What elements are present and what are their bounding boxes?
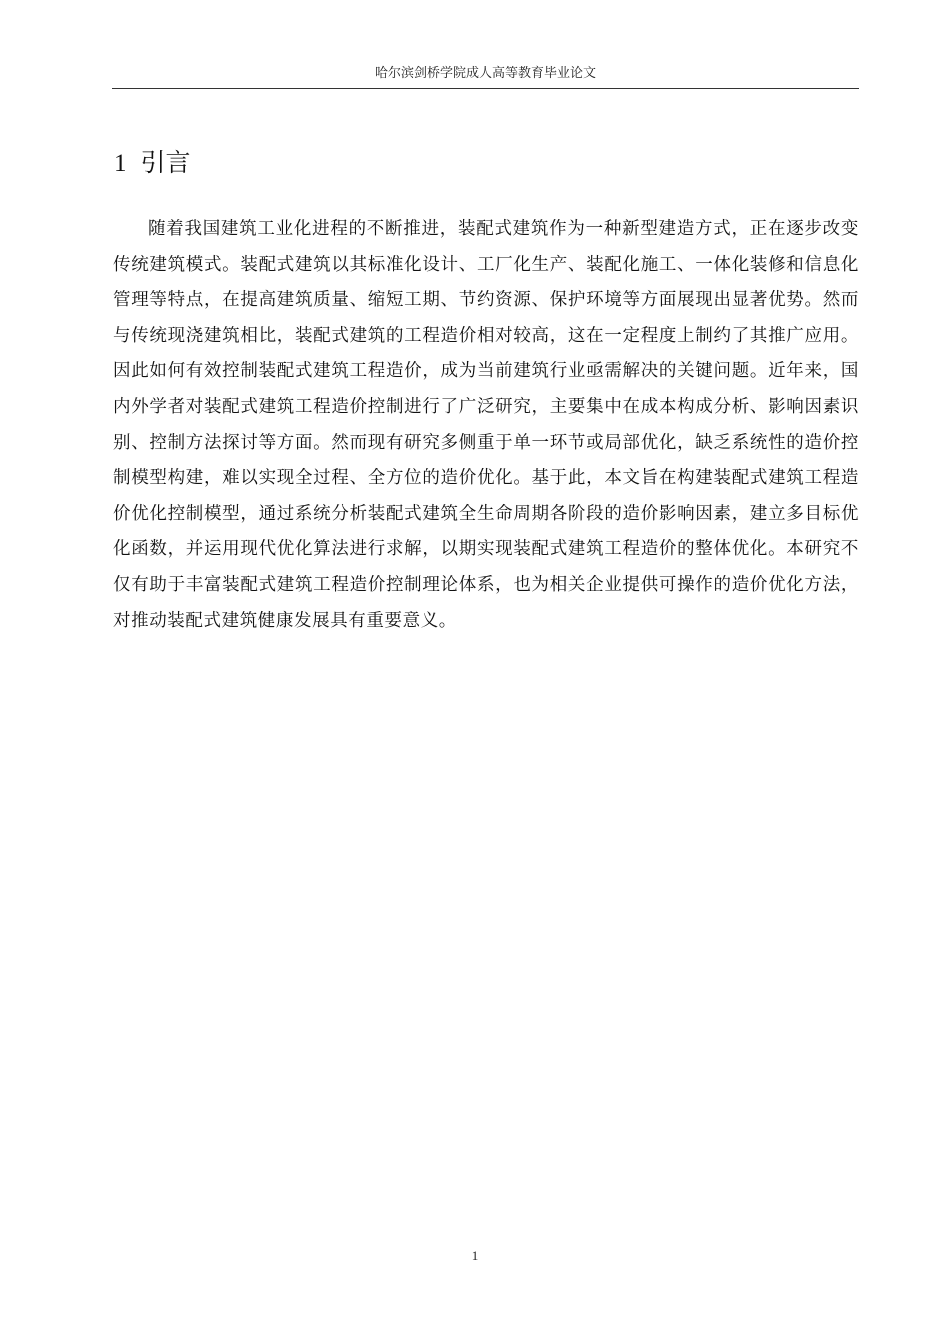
- running-header: 哈尔滨剑桥学院成人高等教育毕业论文: [374, 66, 596, 81]
- section-heading: [114, 145, 191, 182]
- page-number: 1: [471, 1248, 479, 1263]
- header-rule: [112, 88, 859, 89]
- section-number: 1: [114, 150, 127, 177]
- body-paragraph: 随着我国建筑工业化进程的不断推进，装配式建筑作为一种新型建造方式，正在逐步改变传统建筑模式。装配式建筑以其标准化设计、工厂化生产、装配化施工、一体化装修和信息化管理等特点，在提高建筑质量、缩短工期、节约资源、保护环境等方面展现出显著优势。然而与传统现浇建筑相比，装配式建筑的工程造价相对较高，这在一定程度上制约了其推广应用。因此如何有效控制装配式建筑工程造价，成为当前建筑行业亟需解决的关键问题。近年来，国内外学者对装配式建筑工程造价控制进行了广泛研究，主要集中在成本构成分析、影响因素识别、控制方法探讨等方面。然而现有研究多侧重于单一环节或局部优化，缺乏系统性的造价控制模型构建，难以实现全过程、全方位的造价优化。基于此，本文旨在构建装配式建筑工程造价优化控制模型，通过系统分析装配式建筑全生命周期各阶段的造价影响因素，建立多目标优化函数，并运用现代优化算法进行求解，以期实现装配式建筑工程造价的整体优化。本研究不仅有助于丰富装配式建筑工程造价控制理论体系，也为相关企业提供可操作的造价优化方法，对推动装配式建筑健康发展具有重要意义。: [113, 219, 859, 631]
- section-title: 引言: [140, 148, 191, 177]
